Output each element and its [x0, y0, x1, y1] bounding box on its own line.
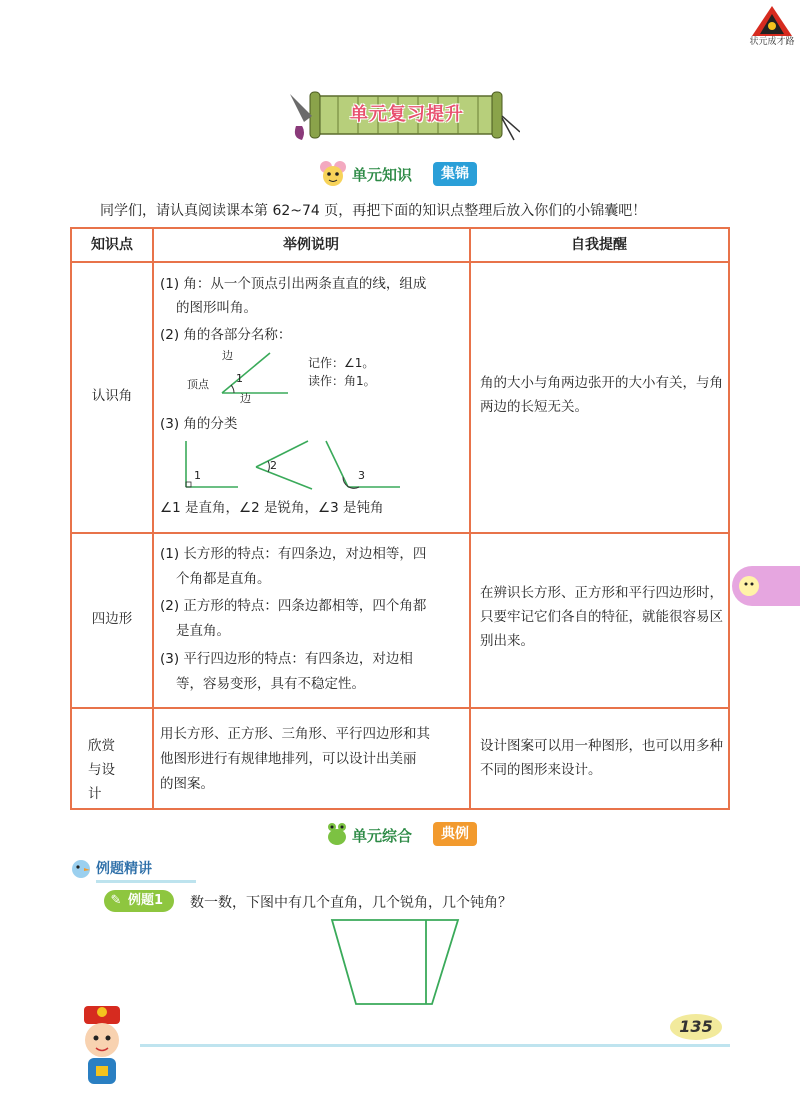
lecture-label: 例题精讲 — [96, 861, 152, 877]
header-topic: 知识点 — [91, 237, 133, 253]
examples-label: 单元综合 — [352, 827, 413, 845]
knowledge-label: 单元知识 — [352, 166, 413, 184]
label-angle-1: 1 — [236, 372, 243, 385]
class-label-2: 2 — [270, 459, 277, 472]
bird-icon — [70, 858, 92, 880]
mascot-mouse-icon — [318, 159, 348, 189]
trapezoid-figure — [330, 918, 460, 1008]
row-topic-angles: 认识角 — [91, 388, 133, 404]
row-example-line: (1) 长方形的特点：有四条边，对边相等，四 — [160, 546, 427, 562]
row-example-line: (2) 角的各部分名称： — [160, 327, 292, 343]
knowledge-table — [70, 227, 730, 810]
side-tab-character-icon — [736, 572, 762, 600]
row-reminder-angles: 角的大小与角两边张开的大小有关，与角两边的长短无关。 — [480, 375, 723, 415]
row-topic-design: 欣赏与设计 — [88, 738, 115, 802]
examples-badge: 典例 — [433, 822, 477, 846]
table-divider — [469, 229, 471, 808]
row-example-line: 的图案。 — [160, 776, 214, 792]
question-text: 数一数，下图中有几个直角，几个锐角，几个钝角？ — [190, 895, 512, 911]
intro-text: 同学们，请认真阅读课本第 62~74 页，再把下面的知识点整理后放入你们的小锦囊吧！ — [100, 203, 647, 219]
mascot-boy-icon — [66, 1002, 138, 1092]
table-divider — [152, 229, 154, 808]
publisher-logo-text: 状元成才路 — [749, 37, 795, 47]
row-example-line: 等，容易变形，具有不稳定性。 — [176, 676, 365, 692]
label-vertex: 顶点 — [187, 378, 209, 391]
mascot-frog-icon — [326, 821, 348, 847]
row-example-line: 是直角。 — [176, 623, 230, 639]
row-example-line: (2) 正方形的特点：四条边都相等，四个角都 — [160, 598, 427, 614]
row-example-line: 他图形进行有规律地排列，可以设计出美丽 — [160, 751, 417, 767]
question-badge-label: 例题1 — [128, 893, 164, 908]
pencil-icon: ✎ — [110, 893, 122, 908]
row-example-line: (3) 平行四边形的特点：有四条边，对边相 — [160, 651, 413, 667]
class-label-1: 1 — [194, 469, 201, 482]
lecture-underline — [96, 880, 196, 883]
table-divider — [72, 532, 728, 534]
footer-rule — [140, 1044, 730, 1047]
question-badge — [104, 890, 174, 912]
row-reminder-quadrilaterals: 在辨识长方形、正方形和平行四边形时，只要牢记它们各自的特征，就能很容易区别出来。 — [480, 585, 723, 649]
row-example-line: ∠1 是直角，∠2 是锐角，∠3 是钝角 — [160, 500, 384, 516]
unit-banner-title: 单元复习提升 — [350, 104, 464, 125]
header-examples: 举例说明 — [283, 237, 339, 253]
note-written-as: 记作：∠1。 — [308, 356, 375, 370]
row-example-line: (3) 角的分类 — [160, 416, 238, 432]
row-example-line: 个角都是直角。 — [176, 571, 271, 587]
angle-classification-figure — [172, 437, 412, 493]
row-reminder-design: 设计图案可以用一种图形，也可以用多种不同的图形来设计。 — [480, 738, 723, 778]
knowledge-badge: 集锦 — [433, 162, 477, 186]
note-read-as: 读作：角1。 — [308, 374, 376, 388]
row-example-line: 用长方形、正方形、三角形、平行四边形和其 — [160, 726, 430, 742]
class-label-3: 3 — [358, 469, 365, 482]
header-reminder: 自我提醒 — [571, 237, 627, 253]
label-edge-bottom: 边 — [240, 392, 251, 405]
row-example-line: (1) 角：从一个顶点引出两条直直的线，组成 — [160, 276, 427, 292]
row-topic-quadrilaterals: 四边形 — [91, 611, 133, 627]
label-edge-top: 边 — [222, 349, 233, 362]
page-number: 135 — [670, 1014, 722, 1040]
row-example-line: 的图形叫角。 — [176, 300, 257, 316]
table-divider — [72, 707, 728, 709]
table-divider — [72, 261, 728, 263]
